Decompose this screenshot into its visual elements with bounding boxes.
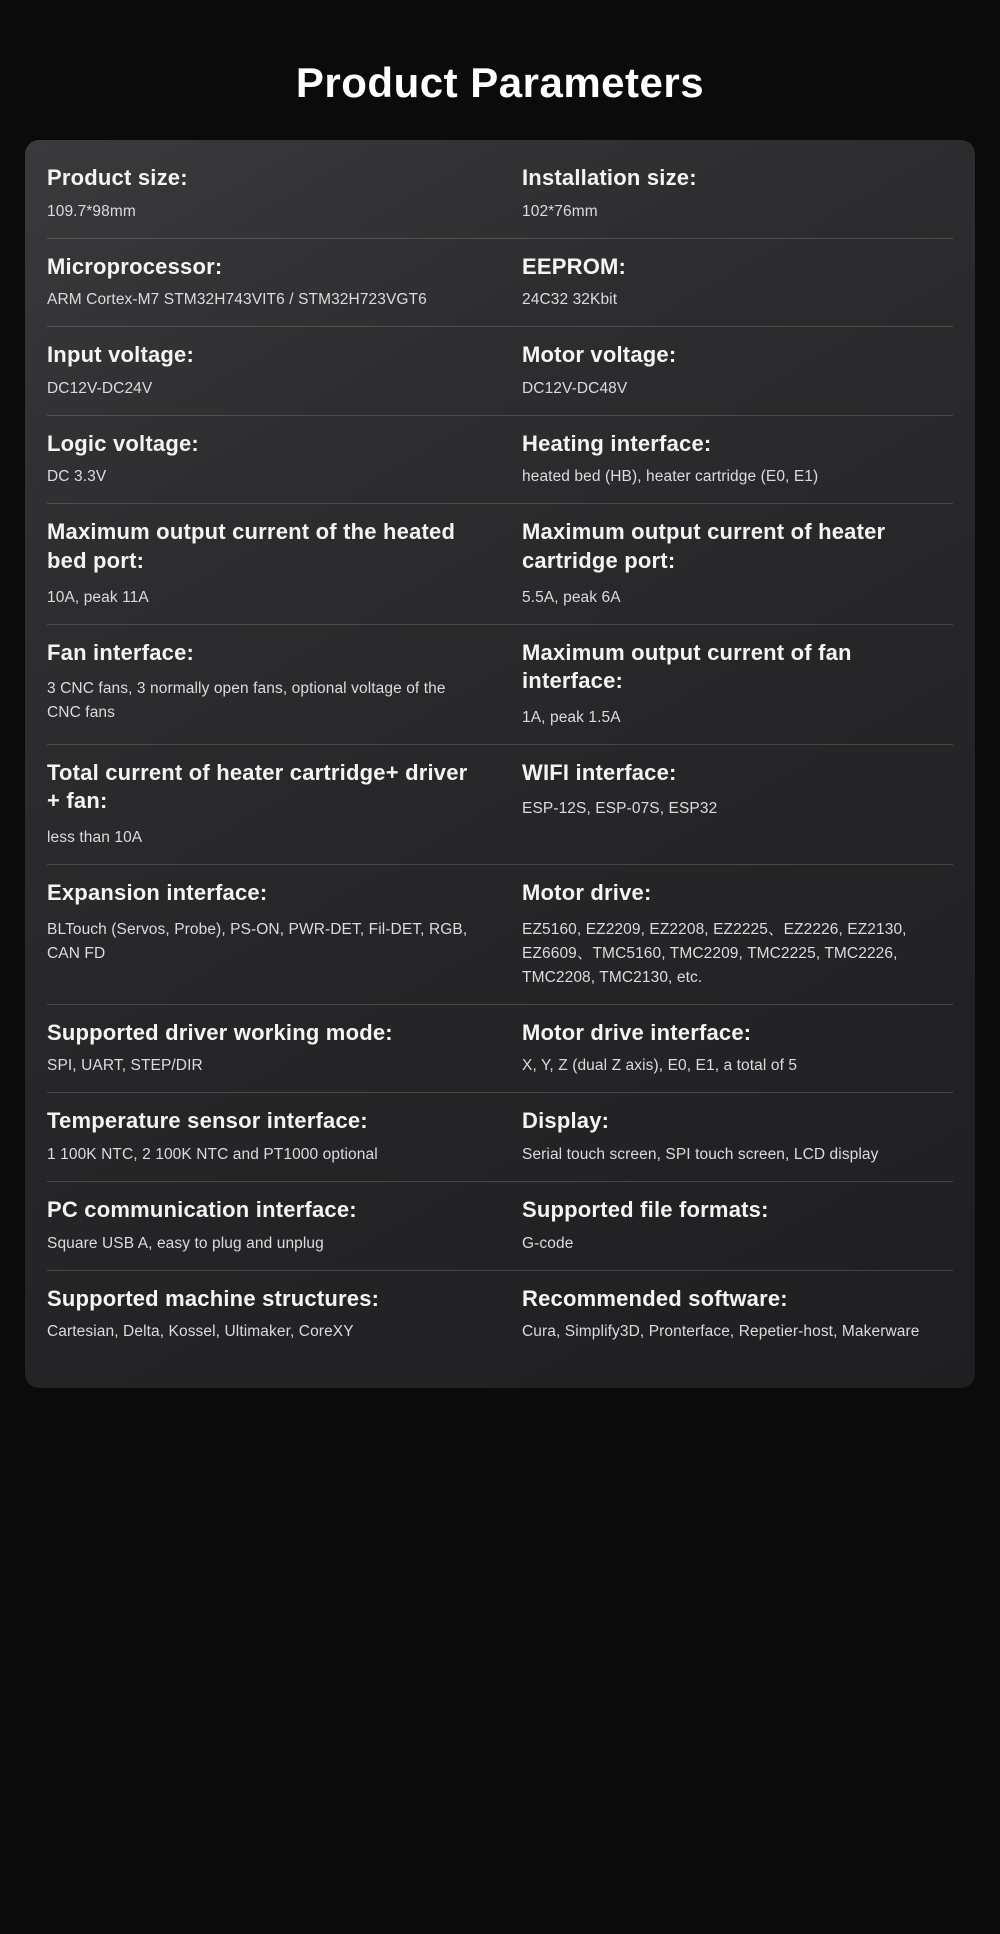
table-row	[47, 745, 953, 865]
table-row	[47, 1093, 953, 1182]
spec-value: EZ5160, EZ2209, EZ2208, EZ2225、EZ2226, EZ2130, EZ6609、TMC5160, TMC2209, TMC2225, TMC2226, TMC2208, TMC2130, etc.	[522, 920, 907, 986]
spec-value: Serial touch screen, SPI touch screen, LCD display	[522, 1145, 879, 1163]
spec-cell-left	[47, 879, 500, 990]
spec-value: X, Y, Z (dual Z axis), E0, E1, a total of 5	[522, 1057, 798, 1075]
spec-label: Maximum output current of fan interface:	[522, 639, 852, 694]
spec-value: DC12V-DC24V	[47, 379, 153, 397]
table-row	[47, 1005, 953, 1094]
spec-cell-left	[47, 253, 500, 313]
spec-value: Square USB A, easy to plug and unplug	[47, 1234, 324, 1252]
spec-cell-left	[47, 639, 500, 730]
table-row	[47, 504, 953, 624]
spec-cell-right	[500, 1285, 953, 1345]
spec-cell-right	[500, 1107, 953, 1167]
table-row	[47, 865, 953, 1005]
spec-label: Total current of heater cartridge+ driver + fan:	[47, 759, 468, 814]
page-title: Product Parameters	[295, 59, 705, 106]
spec-value: ESP-12S, ESP-07S, ESP32	[522, 800, 718, 818]
spec-label: Fan interface:	[47, 639, 195, 665]
specifications-table	[25, 140, 975, 1388]
table-row	[47, 625, 953, 745]
spec-label: Maximum output current of the heated bed port:	[47, 519, 456, 574]
spec-label: Installation size:	[522, 165, 697, 190]
spec-label: Maximum output current of heater cartridge port:	[522, 519, 886, 574]
spec-cell-right	[500, 518, 953, 609]
spec-value: SPI, UART, STEP/DIR	[47, 1057, 203, 1075]
spec-cell-right	[500, 164, 953, 224]
table-row	[47, 327, 953, 416]
spec-value: 1 100K NTC, 2 100K NTC and PT1000 optional	[47, 1145, 378, 1163]
table-row	[47, 239, 953, 328]
spec-cell-left	[47, 341, 500, 401]
spec-label: Supported file formats:	[522, 1196, 769, 1222]
spec-cell-right	[500, 759, 953, 850]
spec-cell-right	[500, 430, 953, 490]
spec-value: ARM Cortex-M7 STM32H743VIT6 / STM32H723VGT6	[47, 291, 427, 309]
spec-cell-right	[500, 253, 953, 313]
spec-cell-left	[47, 164, 500, 224]
spec-cell-right	[500, 1196, 953, 1256]
spec-label: WIFI interface:	[522, 759, 677, 785]
spec-value: 3 CNC fans, 3 normally open fans, optional voltage of the CNC fans	[47, 680, 446, 722]
spec-cell-left	[47, 518, 500, 609]
spec-value: 5.5A, peak 6A	[522, 588, 621, 606]
table-row	[47, 150, 953, 239]
spec-value: BLTouch (Servos, Probe), PS-ON, PWR-DET, Fil-DET, RGB, CAN FD	[47, 920, 468, 962]
table-row	[47, 1182, 953, 1271]
spec-label: Recommended software:	[522, 1285, 788, 1311]
spec-value: Cartesian, Delta, Kossel, Ultimaker, CoreXY	[47, 1323, 354, 1341]
spec-label: Heating interface:	[522, 430, 712, 456]
spec-value: 102*76mm	[522, 202, 598, 220]
spec-value: 24C32 32Kbit	[522, 291, 618, 309]
spec-cell-left	[47, 1285, 500, 1345]
spec-value: less than 10A	[47, 829, 143, 847]
table-row	[47, 416, 953, 505]
spec-label: Microprocessor:	[47, 253, 223, 279]
spec-label: Motor voltage:	[522, 342, 677, 368]
spec-value: DC 3.3V	[47, 468, 107, 486]
table-row	[47, 1271, 953, 1359]
spec-value: 109.7*98mm	[47, 202, 136, 220]
spec-value: G-code	[522, 1234, 574, 1252]
spec-label: Temperature sensor interface:	[47, 1108, 368, 1134]
spec-cell-left	[47, 430, 500, 490]
spec-cell-right	[500, 341, 953, 401]
spec-label: Motor drive interface:	[522, 1019, 752, 1045]
spec-label: PC communication interface:	[47, 1196, 357, 1222]
spec-value: DC12V-DC48V	[522, 379, 628, 397]
spec-label: Motor drive:	[522, 880, 652, 906]
spec-value: 1A, peak 1.5A	[522, 708, 621, 726]
spec-cell-left	[47, 759, 500, 850]
spec-cell-left	[47, 1196, 500, 1256]
spec-label: Logic voltage:	[47, 430, 199, 456]
spec-label: Supported driver working mode:	[47, 1019, 393, 1045]
spec-cell-right	[500, 639, 953, 730]
spec-cell-right	[500, 1019, 953, 1079]
spec-value: heated bed (HB), heater cartridge (E0, E1)	[522, 468, 819, 486]
spec-cell-right	[500, 879, 953, 990]
spec-cell-left	[47, 1019, 500, 1079]
spec-label: Product size:	[47, 165, 188, 190]
spec-label: Supported machine structures:	[47, 1285, 380, 1311]
spec-label: Expansion interface:	[47, 880, 268, 906]
spec-cell-left	[47, 1107, 500, 1167]
spec-label: Display:	[522, 1108, 610, 1134]
spec-value: Cura, Simplify3D, Pronterface, Repetier-host, Makerware	[522, 1323, 920, 1341]
spec-label: EEPROM:	[522, 253, 627, 279]
spec-label: Input voltage:	[47, 342, 195, 368]
spec-value: 10A, peak 11A	[47, 588, 149, 606]
